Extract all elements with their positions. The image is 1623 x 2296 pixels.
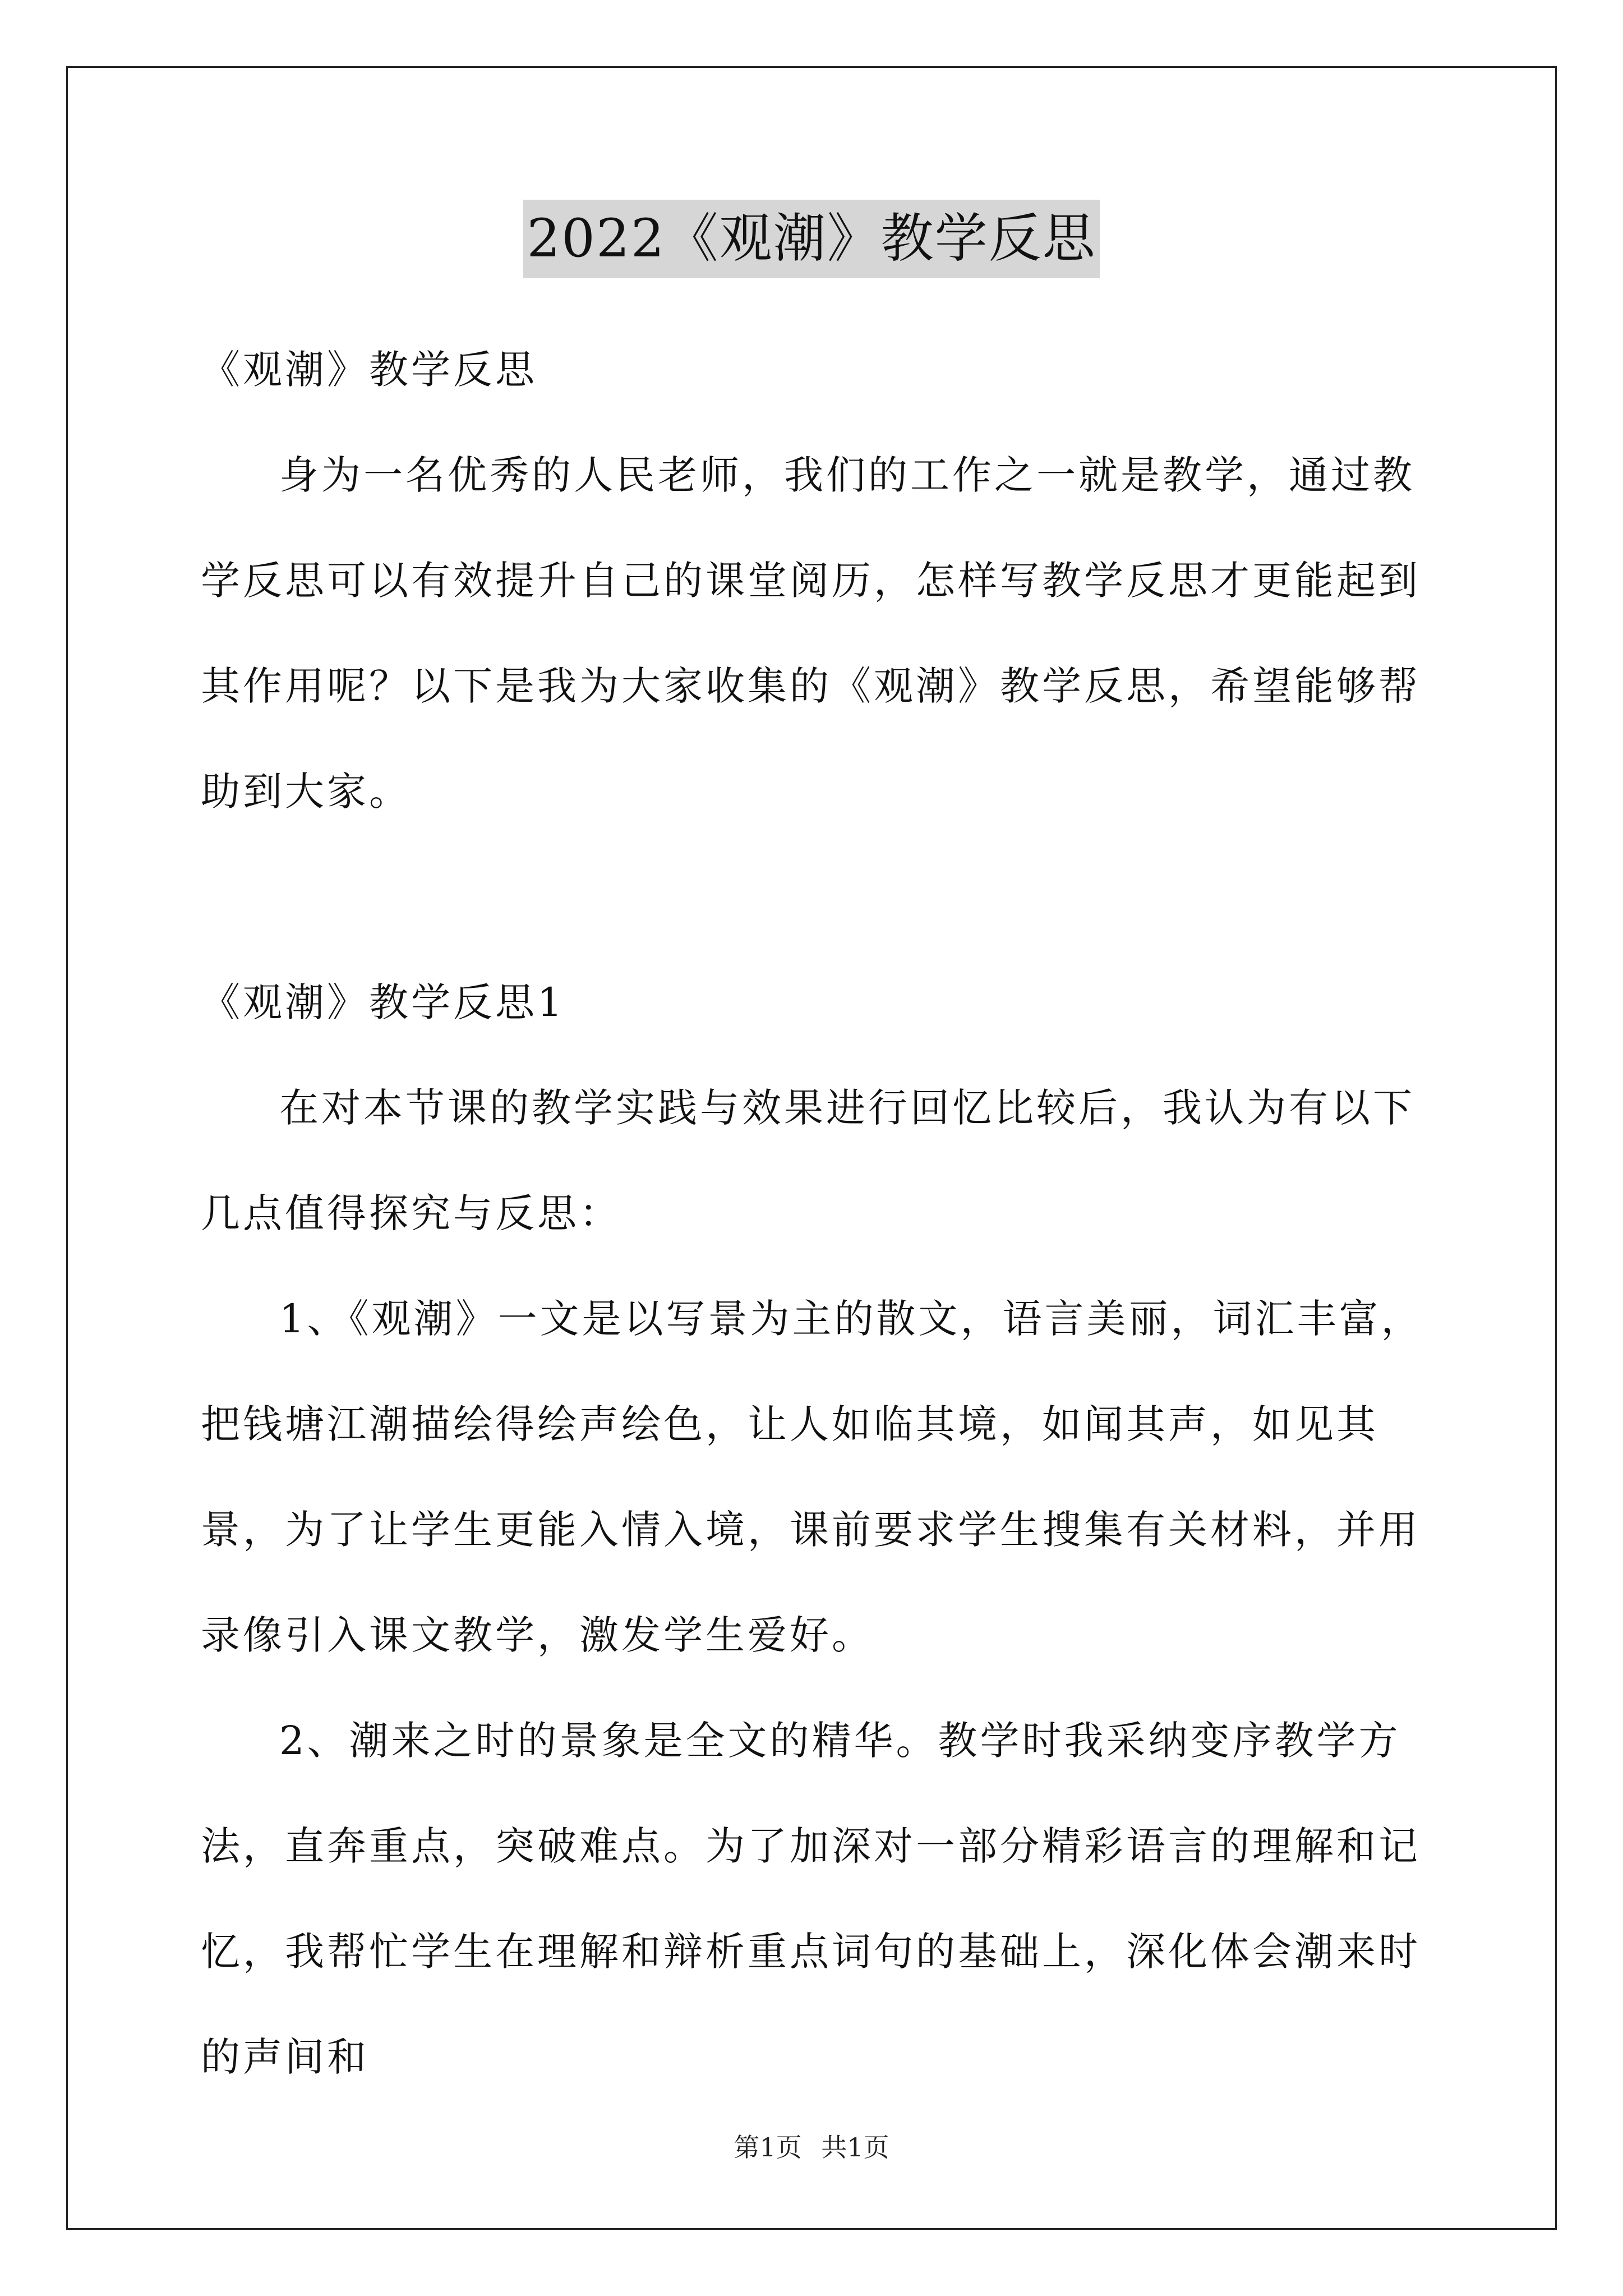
paragraph-1: 在对本节课的教学实践与效果进行回忆比较后，我认为有以下几点值得探究与反思：: [201, 1085, 1415, 1236]
document-subtitle: 《观潮》教学反思: [201, 347, 537, 393]
paragraph-3: 2、潮来之时的景象是全文的精华。教学时我采纳变序教学方法，直奔重点，突破难点。为了加深对一部分精彩语言的理解和记忆，我帮忙学生在理解和辩析重点词句的基础上，深化体会潮来时的声间和: [201, 1718, 1421, 2080]
title-container: [0, 200, 1623, 278]
section-heading: 《观潮》教学反思1: [201, 979, 565, 1025]
intro-paragraph: 身为一名优秀的人民老师，我们的工作之一就是教学，通过教学反思可以有效提升自己的课堂阅历，怎样写教学反思才更能起到其作用呢？以下是我为大家收集的《观潮》教学反思，希望能够帮助到大家。: [201, 452, 1421, 815]
page-footer: 第1页 共1页: [734, 2132, 889, 2162]
document-title: 2022《观潮》教学反思: [523, 200, 1099, 278]
paragraph-2: 1、《观潮》一文是以写景为主的散文，语言美丽，词汇丰富，把钱塘江潮描绘得绘声绘色，让人如临其境，如闻其声，如见其景，为了让学生更能入情入境，课前要求学生搜集有关材料，并用录像引入课文教学，激发学生爱好。: [201, 1296, 1423, 1658]
document-body: [201, 317, 1429, 2110]
